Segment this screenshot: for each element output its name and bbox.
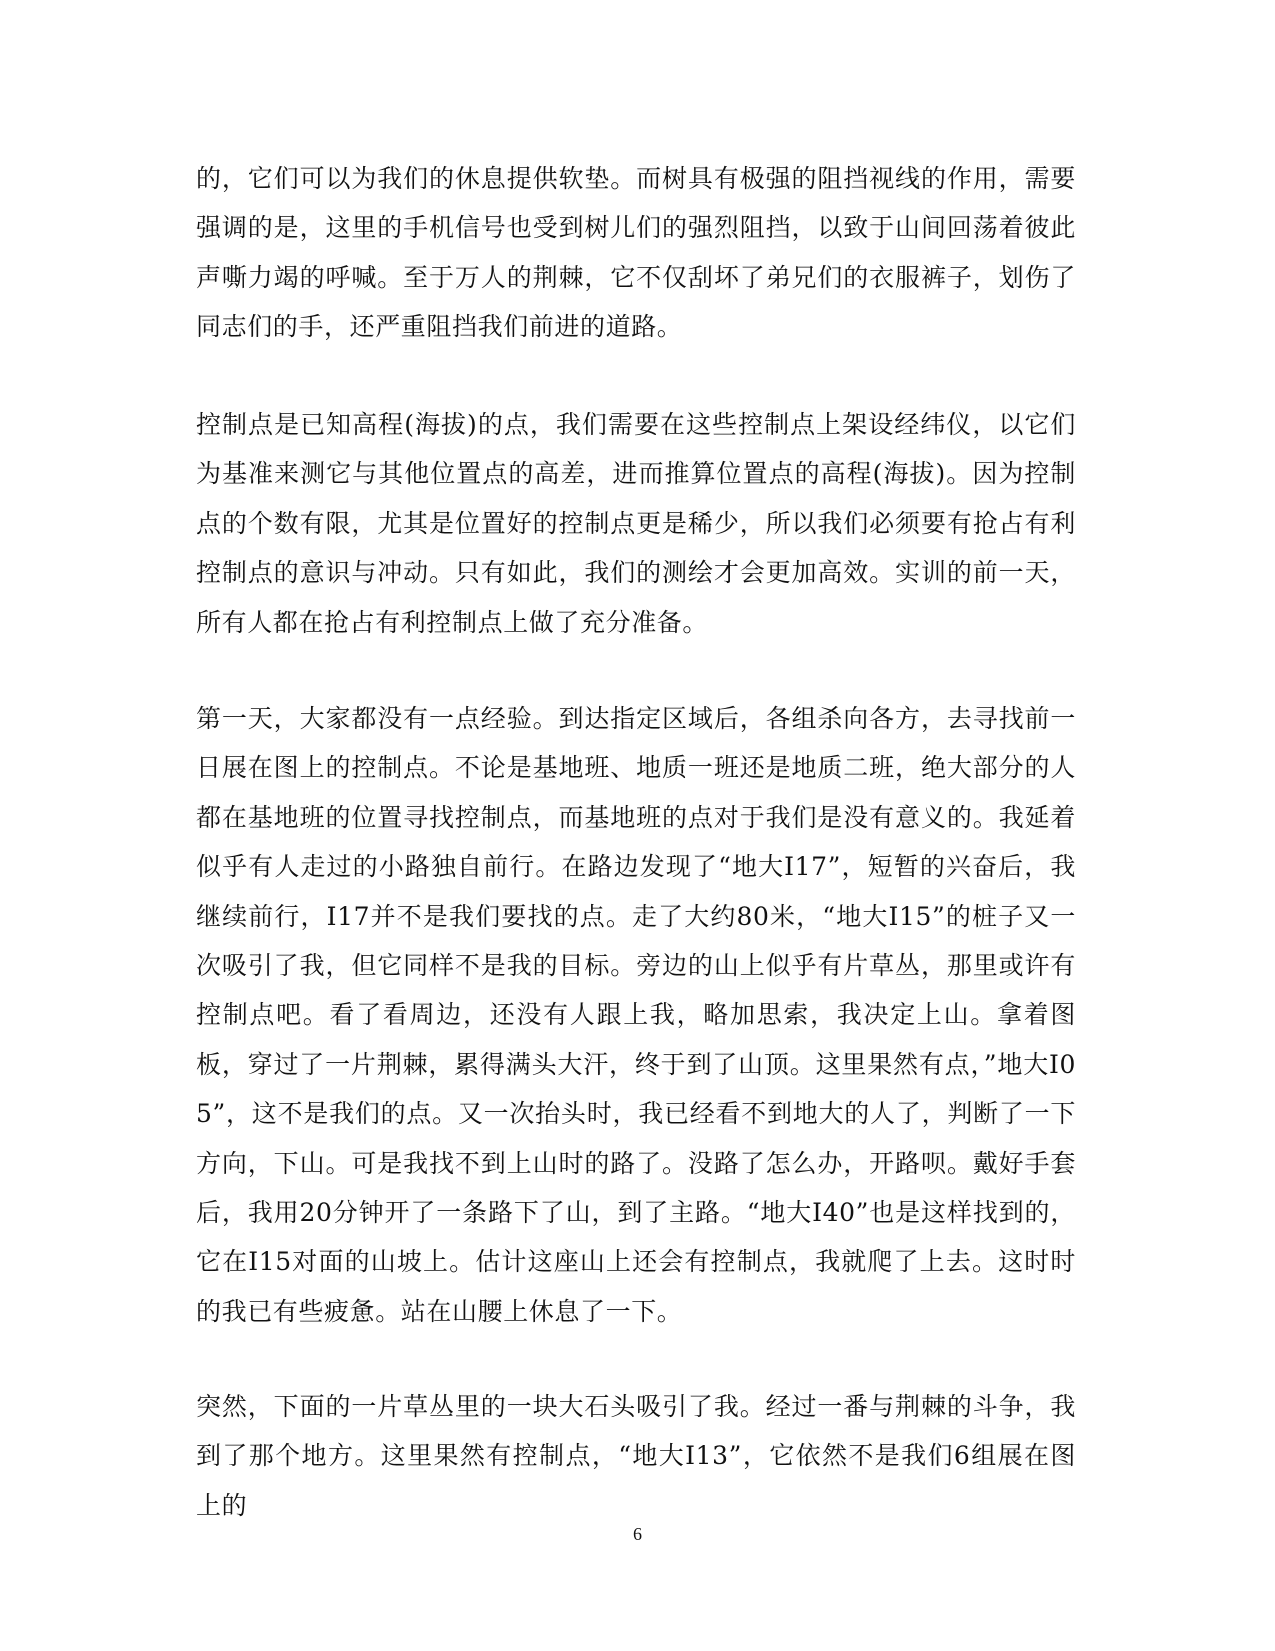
paragraph-sudden: 突然，下面的一片草丛里的一块大石头吸引了我。经过一番与荆棘的斗争，我到了那个地方。这里果然有控制点，“地大I13”，它依然不是我们6组展在图上的 bbox=[196, 1392, 1076, 1520]
paragraph-vegetation: 的，它们可以为我们的休息提供软垫。而树具有极强的阻挡视线的作用，需要强调的是，这里的手机信号也受到树儿们的强烈阻挡，以致于山间回荡着彼此声嘶力竭的呼喊。至于万人的荆棘，它不仅刮坏了弟兄们的衣服裤子，划伤了同志们的手，还严重阻挡我们前进的道路。 bbox=[196, 164, 1076, 342]
paragraph-first-day: 第一天，大家都没有一点经验。到达指定区域后，各组杀向各方，去寻找前一日展在图上的控制点。不论是基地班、地质一班还是地质二班，绝大部分的人都在基地班的位置寻找控制点，而基地班的点对于我们是没有意义的。我延着似乎有人走过的小路独自前行。在路边发现了“地大I17”，短暂的兴奋后，我继续前行，I17并不是我们要找的点。走了大约80米，“地大I15”的桩子又一次吸引了我，但它同样不是我的目标。旁边的山上似乎有片草丛，那里或许有控制点吧。看了看周边，还没有人跟上我，略加思索，我决定上山。拿着图板，穿过了一片荆棘，累得满头大汗，终于到了山顶。这里果然有点，”地大I05”，这不是我们的点。又一次抬头时，我已经看不到地大的人了，判断了一下方向，下山。可是我找不到上山时的路了。没路了怎么办，开路呗。戴好手套后，我用20分钟开了一条路下了山，到了主路。“地大I40”也是这样找到的，它在I15对面的山坡上。估计这座山上还会有控制点，我就爬了上去。这时时的我已有些疲惫。站在山腰上休息了一下。 bbox=[196, 704, 1076, 1326]
page-number: 6 bbox=[633, 1524, 642, 1544]
paragraph-control-points: 控制点是已知高程(海拔)的点，我们需要在这些控制点上架设经纬仪，以它们为基准来测它与其他位置点的高差，进而推算位置点的高程(海拔)。因为控制点的个数有限，尤其是位置好的控制点更是稀少，所以我们必须要有抢占有利控制点的意识与冲动。只有如此，我们的测绘才会更加高效。实训的前一天，所有人都在抢占有利控制点上做了充分准备。 bbox=[196, 410, 1076, 637]
